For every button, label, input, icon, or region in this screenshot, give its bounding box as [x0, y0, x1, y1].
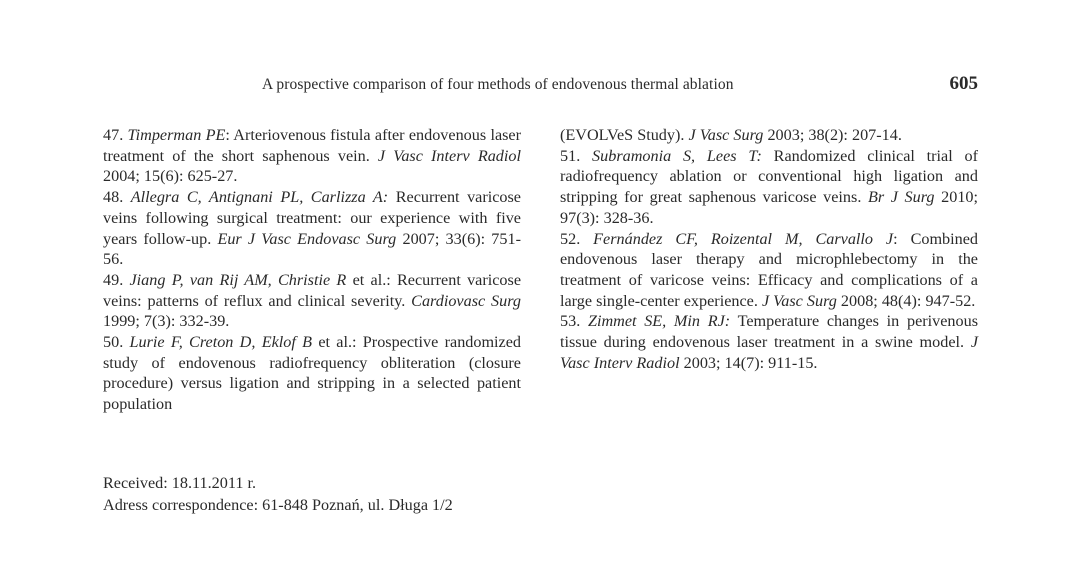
reference-title: et al.: Recurrent varicose veins: patterns of reflux and clinical severity.	[103, 270, 522, 310]
received-date: Received: 18.11.2011 r.	[103, 474, 256, 492]
reference-number: 47.	[103, 126, 124, 144]
reference-authors: Timperman PE	[127, 126, 226, 144]
reference-title: Recurrent varicose veins following surgical treatment: our experience with five years follow-up.	[103, 188, 521, 248]
reference-51	[560, 146, 978, 229]
reference-journal: J Vasc Surg	[688, 126, 764, 144]
reference-number: 51.	[560, 146, 581, 165]
reference-separator	[762, 147, 774, 165]
reference-number: 48.	[103, 188, 124, 207]
reference-title: Temperature changes in perivenous tissue during endovenous laser treatment in a swine model.	[560, 312, 978, 352]
reference-journal: J Vasc Interv Radiol	[377, 146, 521, 165]
reference-number: 50.	[103, 333, 124, 352]
reference-title: (EVOLVeS Study).	[560, 126, 689, 144]
reference-journal: J Vasc Surg	[761, 291, 837, 310]
reference-title: Randomized clinical trial of radiofrequency ablation or conventional high ligation and stripping for great saphenous varicose veins.	[560, 146, 979, 207]
reference-title: Arteriovenous fistula after endovenous laser treatment of the short saphenous vein.	[103, 126, 522, 165]
reference-number: 49.	[103, 270, 124, 289]
reference-52	[560, 229, 978, 312]
reference-53	[560, 311, 978, 373]
references-left-column	[103, 125, 521, 415]
reference-number: 52.	[560, 229, 581, 248]
page-number: 605	[949, 73, 978, 94]
reference-title: Combined endovenous laser therapy and microphlebectomy in the treatment of varicose veins: Efficacy and complications of a large single-center experience.	[560, 229, 979, 310]
reference-journal: J Vasc Interv Radiol	[560, 333, 978, 372]
reference-50-continued	[560, 125, 978, 146]
reference-details: 2004; 15(6): 625-27.	[103, 167, 238, 186]
reference-details: 2007; 33(6): 751-56.	[103, 229, 521, 269]
reference-authors: Fernández CF, Roizental M, Carvallo J	[593, 229, 894, 248]
reference-separator	[730, 312, 737, 330]
reference-number: 53.	[560, 312, 581, 331]
reference-details: 2003; 14(7): 911-15.	[679, 353, 818, 372]
running-title: A prospective comparison of four methods of endovenous thermal ablation	[262, 76, 734, 93]
reference-details: 2010; 97(3): 328-36.	[560, 188, 979, 227]
reference-authors: Subramonia S, Lees T:	[592, 146, 762, 165]
reference-50	[103, 332, 521, 415]
reference-details: 2008; 48(4): 947-52.	[836, 291, 976, 310]
reference-title: et al.: Prospective randomized study of endovenous radiofrequency obliteration (closure procedure) versus ligation and stripping in a selected patient population	[103, 333, 522, 414]
reference-49	[103, 270, 521, 332]
reference-journal: Br J Surg	[867, 188, 935, 207]
correspondence-address: Adress correspondence: 61-848 Poznań, ul. Długa 1/2	[103, 496, 453, 514]
reference-journal: Cardiovasc Surg	[411, 291, 521, 310]
reference-authors: Zimmet SE, Min RJ:	[587, 312, 731, 331]
reference-authors: Jiang P, van Rij AM, Christie R	[129, 270, 347, 289]
reference-47	[103, 125, 521, 187]
reference-journal: Eur J Vasc Endovasc Surg	[217, 229, 397, 248]
reference-details: 2003; 38(2): 207-14.	[763, 126, 902, 144]
reference-authors: Allegra C, Antignani PL, Carlizza A:	[130, 188, 389, 207]
reference-details: 1999; 7(3): 332-39.	[103, 312, 230, 331]
reference-48	[103, 187, 521, 270]
reference-separator: :	[225, 126, 234, 144]
reference-separator	[388, 188, 396, 206]
article-footer	[103, 472, 453, 516]
references-right-column	[560, 125, 978, 373]
reference-authors: Lurie F, Creton D, Eklof B	[129, 333, 313, 352]
reference-separator: :	[893, 229, 911, 248]
